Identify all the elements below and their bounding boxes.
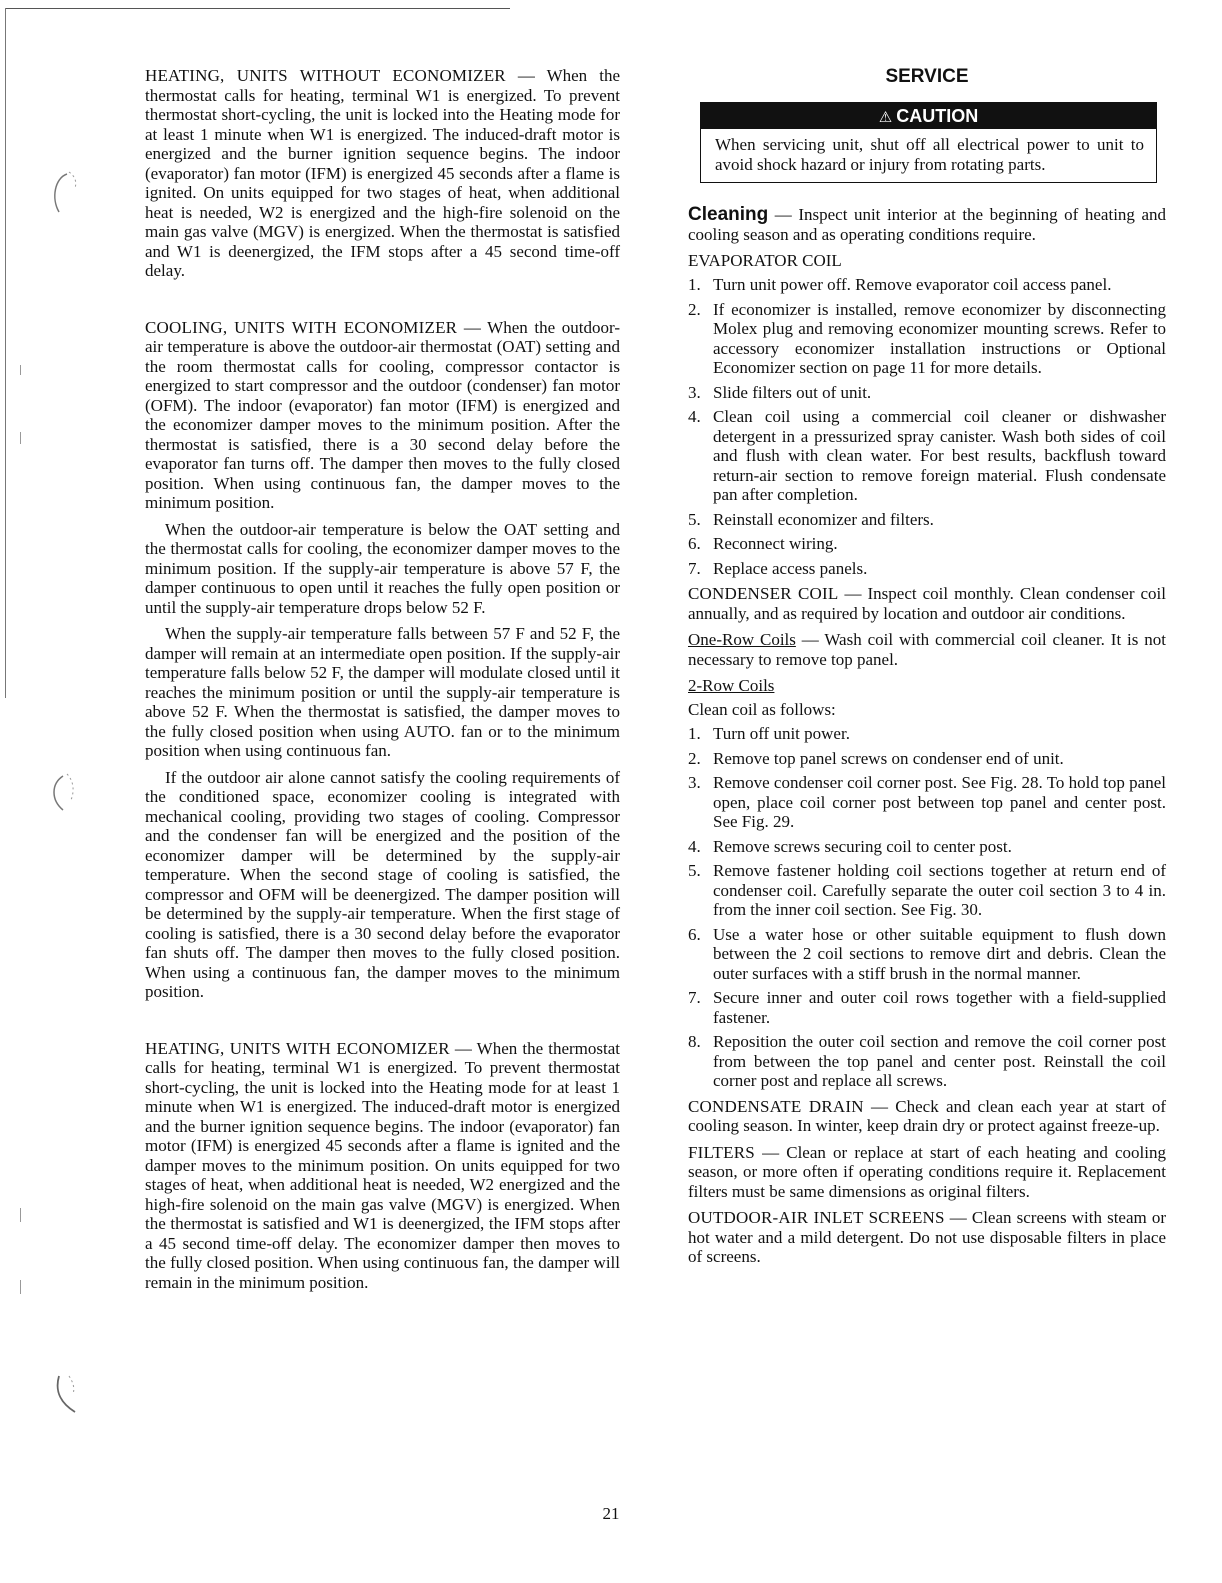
step-number: 5. [688,861,701,880]
step-number: 6. [688,534,701,553]
cleaning-paragraph [688,205,1166,244]
step-text: Reinstall economizer and filters. [713,509,934,529]
spacer [145,288,620,318]
cooling-economizer-paragraph-4: If the outdoor air alone cannot satisfy the cooling requirements of the conditioned space, economizer cooling is integrated with mechanical cooling, providing two stages of cooling. Compressor and the condenser fan will be energized and the position of the economizer damper will be determined by the supply-air temperature. When the second stage of cooling is satisfied, the compressor and OFM will be deenergized. The damper position will be determined by the supply-air temperature. When the first stage of cooling is satisfied, there is a 30 second delay before the evaporator fan shuts off. The damper then moves to the fully closed position. When using a continuous fan, the damper moves to the minimum position. [145,767,620,1001]
step-text: Remove fastener holding coil sections together at return end of condenser coil. Carefully separate the outer coil section 3 to 4 in. from the inner coil section. See Fig. 30. [713,861,1166,919]
inlet-screens-paragraph [688,1208,1166,1267]
condenser-coil-label: CONDENSER COIL [688,584,839,603]
two-row-coils-heading: 2-Row Coils [688,676,775,695]
binder-hole-mark [45,770,85,830]
evaporator-coil-heading: EVAPORATOR COIL [688,251,842,270]
condensate-drain-text: — Check and clean each year at start of cooling season. In winter, keep drain dry or protect against freeze-up. [688,1096,1167,1135]
cooling-economizer-paragraph-2: When the outdoor-air temperature is below the OAT setting and the thermostat calls for cooling, the economizer damper moves to the minimum position. If the supply-air temperature is above 57 F, the damper continuous to open until it reaches the fully open position or until the supply-air temperature drops below 52 F. [145,519,620,617]
page-number: 21 [602,1504,620,1523]
cooling-economizer-paragraph [145,318,620,513]
list-item [688,510,1166,530]
step-number: 5. [688,509,701,529]
list-item [688,773,1166,832]
step-number: 1. [688,275,701,294]
scan-tick [20,432,21,444]
caution-title: CAUTION [896,106,979,126]
heating-economizer-text: — When the thermostat calls for heating, terminal W1 is energized. To prevent thermostat short-cycling, the unit is locked into the Heating mode for at least 1 minute when W1 is energized. The induced-draft motor is energized and the burner ignition sequence begins. The indoor (evaporator) fan motor (IFM) is energized 45 seconds after a flame is ignited and the damper moves to the minimum position. On units equipped for two stages of heat, when additional heat is needed, W2 energized and the high-fire solenoid on the main gas valve (MGV) is energized. When the thermostat is satisfied and W1 is deenergized, the IFM stops after a 45 second time-off delay. The economizer damper then moves to the fully closed position. When using continuous fan, the damper will remain in the minimum position. [145,1038,620,1292]
scan-tick [20,1280,21,1294]
spacer [145,1009,620,1039]
list-item [688,837,1166,857]
caution-header [701,103,1156,129]
list-item [688,1032,1166,1091]
list-item [688,407,1166,505]
cleaning-text: Inspect unit interior at the beginning of heating and cooling season and as operating conditions require. [688,205,1166,244]
step-text: Remove top panel screws on condenser end of unit. [713,748,1064,768]
step-number: 6. [688,924,701,944]
step-number: 3. [688,382,701,402]
heating-no-economizer-label: HEATING, UNITS WITHOUT ECONOMIZER [145,66,506,85]
step-text: Remove condenser coil corner post. See Fig. 28. To hold top panel open, place coil corner post between top panel and center post. See Fig. 29. [713,773,1166,831]
step-number: 4. [688,836,701,856]
step-text: If economizer is installed, remove economizer by disconnecting Molex plug and removing economizer mounting screws. Refer to accessory economizer installation instructions or Optional Economizer section on page 11 for more details. [713,299,1166,377]
filters-label: FILTERS [688,1142,755,1162]
scan-edge-left [5,8,6,698]
step-number: 8. [688,1032,701,1051]
cooling-economizer-paragraph-3: When the supply-air temperature falls between 57 F and 52 F, the damper will remain at an intermediate open position. If the supply-air temperature falls below 52 F, the damper will modulate closed until it reaches the minimum position or until the supply-air temperature is above 52 F. When the thermostat is satisfied, the damper moves to the fully closed position when using AUTO. fan or to the minimum position when using continuous fan. [145,624,620,760]
step-number: 7. [688,558,701,578]
one-row-coils-paragraph [688,630,1166,669]
list-item [688,724,1166,744]
binder-hole-mark [45,168,85,228]
filters-text: — Clean or replace at start of each heating and cooling season, or more often if operating conditions require it. Replacement filters must be same dimensions as original filters. [688,1142,1166,1201]
step-text: Turn unit power off. Remove evaporator coil access panel. [713,275,1112,294]
cleaning-heading: Cleaning [688,204,769,225]
list-item [688,861,1166,920]
step-number: 3. [688,773,701,792]
cooling-economizer-label: COOLING, UNITS WITH ECONOMIZER [145,317,458,337]
evaporator-steps-list [688,275,1166,578]
filters-paragraph [688,1143,1166,1202]
step-text: Reconnect wiring. [713,534,838,553]
heating-economizer-label: HEATING, UNITS WITH ECONOMIZER [145,1038,450,1058]
warning-triangle-icon: ⚠ [878,109,893,126]
list-item [688,534,1166,554]
two-row-coils-intro: Clean coil as follows: [688,700,836,719]
scan-tick [20,365,21,375]
scan-edge-top [5,8,510,9]
binder-hole-mark [45,1372,85,1432]
step-text: Slide filters out of unit. [713,382,872,402]
step-text: Use a water hose or other suitable equipment to flush down between the 2 coil sections to remove dirt and debris. Clean the outer surfaces with a stiff brush in the normal manner. [713,924,1166,983]
heating-no-economizer-paragraph [145,66,620,281]
caution-box [700,102,1157,183]
list-item [688,300,1166,378]
caution-text: When servicing unit, shut off all electrical power to unit to avoid shock hazard or injury from rotating parts. [715,135,1144,174]
condenser-steps-list [688,724,1166,1091]
step-text: Clean coil using a commercial coil cleaner or dishwasher detergent in a pressurized spray canister. Wash both sides of coil and flush with clean water. For best results, backflush toward return-air section to remove foreign material. Flush condensate pan after completion. [713,407,1166,504]
list-item [688,559,1166,579]
list-item [688,988,1166,1027]
condensate-drain-paragraph [688,1097,1166,1136]
step-text: Replace access panels. [713,558,868,578]
step-number: 1. [688,724,701,743]
service-section-title: SERVICE [885,66,969,87]
condenser-coil-paragraph [688,584,1166,623]
heating-no-economizer-text: — When the thermostat calls for heating, terminal W1 is energized. To prevent thermostat short-cycling, the unit is locked into the Heating mode for at least 1 minute when W1 is energized. The induced-draft motor is energized and the burner ignition sequence begins. The indoor (evaporator) fan motor (IFM) is energized 45 seconds after a flame is ignited. On units equipped for two stages of heat, when additional heat is needed, W2 is energized and the high-fire solenoid on the main gas valve (MGV) is energized. When the thermostat is satisfied and W1 is deenergized, the IFM stops after a 45 second time-off delay. [145,66,620,280]
step-number: 2. [688,748,701,768]
list-item [688,925,1166,984]
one-row-coils-label: One-Row Coils [688,630,796,649]
cooling-economizer-text: — When the outdoor-air temperature is above the outdoor-air thermostat (OAT) setting and the room thermostat calls for cooling, compressor contactor is energized to start compressor and the outdoor (condenser) fan motor (OFM). The indoor (evaporator) fan motor (IFM) is energized and the economizer damper moves to the minimum position. After the thermostat is satisfied, there is a 30 second delay before the evaporator fan turns off. The damper then moves to the fully closed position. When using continuous fan, the damper moves to the minimum position. [145,317,620,512]
inlet-screens-text: — Clean screens with steam or hot water and a mild detergent. Do not use disposable filters in place of screens. [688,1208,1166,1266]
condenser-coil-text: — Inspect coil monthly. Clean condenser coil annually, and as required by location and outdoor air conditions. [688,584,1166,623]
left-column [145,66,620,1299]
right-column [688,66,1166,1274]
inlet-screens-label: OUTDOOR-AIR INLET SCREENS [688,1208,945,1227]
one-row-coils-text: — Wash coil with commercial coil cleaner. It is not necessary to remove top panel. [688,630,1167,669]
step-text: Remove screws securing coil to center post. [713,836,1012,856]
condensate-drain-label: CONDENSATE DRAIN [688,1096,864,1116]
list-item [688,749,1166,769]
step-number: 2. [688,299,701,319]
step-text: Turn off unit power. [713,724,850,743]
step-text: Reposition the outer coil section and remove the coil corner post from between the top panel and center post. Reinstall the coil corner post and replace all screws. [713,1032,1166,1090]
step-text: Secure inner and outer coil rows together with a field-supplied fastener. [713,988,1166,1027]
list-item [688,275,1166,295]
step-number: 7. [688,988,701,1007]
cleaning-dash: — [768,205,799,224]
scan-tick [20,1208,21,1222]
list-item [688,383,1166,403]
heating-economizer-paragraph [145,1039,620,1293]
step-number: 4. [688,407,701,426]
